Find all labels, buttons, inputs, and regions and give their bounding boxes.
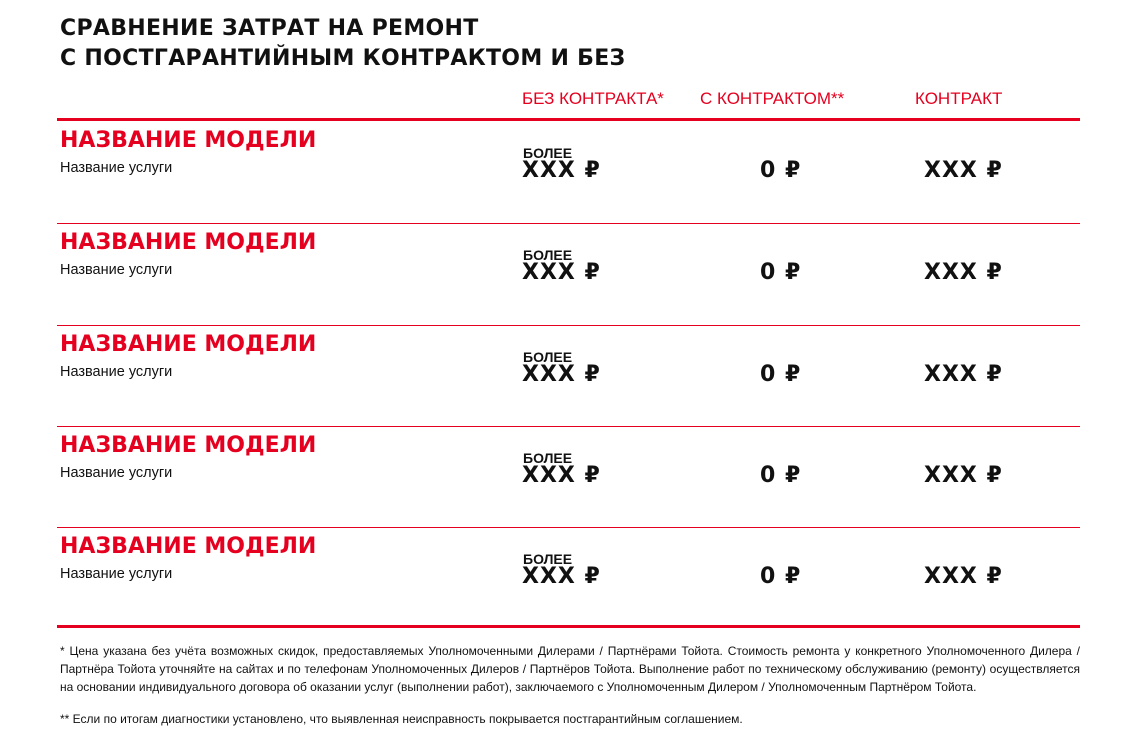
price-with-contract: 0 ₽ <box>760 564 802 589</box>
table-row <box>0 121 1140 221</box>
service-name: Название услуги <box>60 364 173 380</box>
table-row <box>0 426 1140 526</box>
model-name: НАЗВАНИЕ МОДЕЛИ <box>60 230 317 255</box>
service-name: Название услуги <box>60 566 173 582</box>
model-name: НАЗВАНИЕ МОДЕЛИ <box>60 128 317 153</box>
price-without-contract: ХХХ ₽ <box>522 564 601 589</box>
price-contract: ХХХ ₽ <box>924 362 1003 387</box>
price-contract: ХХХ ₽ <box>924 463 1003 488</box>
price-with-contract: 0 ₽ <box>760 260 802 285</box>
more-than-label: БОЛЕЕ <box>523 450 573 466</box>
more-than-label: БОЛЕЕ <box>523 349 573 365</box>
table-row <box>0 223 1140 323</box>
column-header-with-contract: С КОНТРАКТОМ** <box>700 89 845 108</box>
more-than-label: БОЛЕЕ <box>523 551 573 567</box>
column-header-contract: КОНТРАКТ <box>915 89 1003 108</box>
model-name: НАЗВАНИЕ МОДЕЛИ <box>60 332 317 357</box>
price-with-contract: 0 ₽ <box>760 158 802 183</box>
price-contract: ХХХ ₽ <box>924 158 1003 183</box>
footnote-price-disclaimer: * Цена указана без учёта возможных скидок, предоставляемых Уполномоченными Дилерами / Партнёрами Тойота. Стоимость ремонта у конкретного Уполномоченного Дилера / Партнёра Тойота уточняйте на сайтах и по телефонам Уполномоченных Дилеров / Партнёров Тойота. Выполнение работ по техническому обслуживанию (ремонту) осуществляется на основании индивидуального договора об оказании услуг (выполнении работ), заключаемого с Уполномоченным Дилером / Уполномоченным Партнёром Тойота. <box>60 644 1080 694</box>
footnote-diagnostics: ** Если по итогам диагностики установлено, что выявленная неисправность покрывается постгарантийным соглашением. <box>60 712 743 726</box>
more-than-label: БОЛЕЕ <box>523 247 573 263</box>
model-name: НАЗВАНИЕ МОДЕЛИ <box>60 433 317 458</box>
service-name: Название услуги <box>60 465 173 481</box>
price-with-contract: 0 ₽ <box>760 463 802 488</box>
price-with-contract: 0 ₽ <box>760 362 802 387</box>
price-contract: ХХХ ₽ <box>924 260 1003 285</box>
price-contract: ХХХ ₽ <box>924 564 1003 589</box>
page-title-line-2: С ПОСТГАРАНТИЙНЫМ КОНТРАКТОМ И БЕЗ <box>60 46 626 71</box>
price-without-contract: ХХХ ₽ <box>522 260 601 285</box>
page-title-line-1: СРАВНЕНИЕ ЗАТРАТ НА РЕМОНТ <box>60 16 479 41</box>
more-than-label: БОЛЕЕ <box>523 145 573 161</box>
table-bottom-divider <box>57 625 1080 628</box>
service-name: Название услуги <box>60 160 173 176</box>
price-without-contract: ХХХ ₽ <box>522 463 601 488</box>
page-title <box>60 14 760 74</box>
table-row <box>0 325 1140 425</box>
model-name: НАЗВАНИЕ МОДЕЛИ <box>60 534 317 559</box>
price-without-contract: ХХХ ₽ <box>522 362 601 387</box>
table-row <box>0 527 1140 627</box>
service-name: Название услуги <box>60 262 173 278</box>
price-without-contract: ХХХ ₽ <box>522 158 601 183</box>
column-header-without-contract: БЕЗ КОНТРАКТА* <box>522 89 664 108</box>
